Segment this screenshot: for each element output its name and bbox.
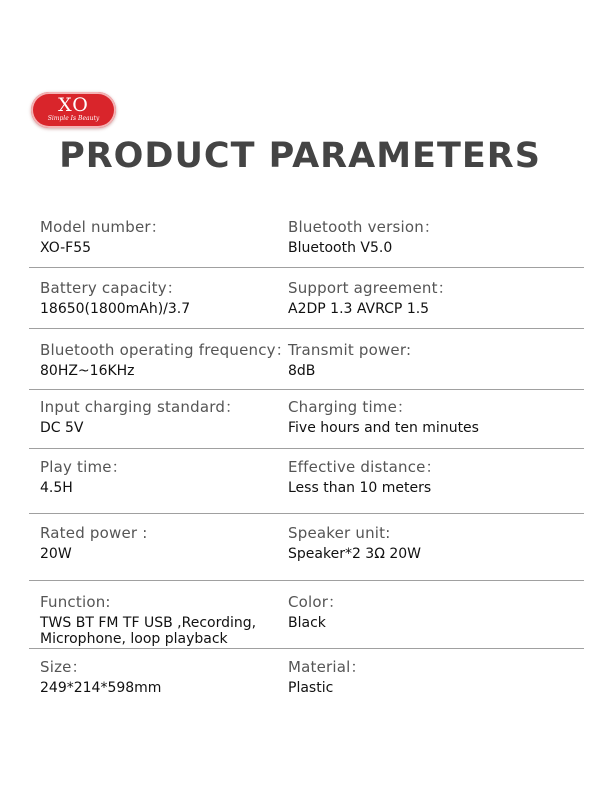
spec-value: A2DP 1.3 AVRCP 1.5 — [288, 301, 430, 317]
spec-label: Material： — [288, 658, 366, 676]
row-divider — [29, 513, 584, 514]
spec-value: 8dB — [288, 363, 316, 379]
spec-bluetooth-version — [288, 218, 578, 257]
spec-rated-power — [40, 524, 280, 563]
spec-color — [288, 593, 578, 632]
spec-battery-capacity — [40, 279, 280, 318]
spec-label: Rated power : — [40, 524, 148, 542]
spec-label: Transmit power: — [288, 341, 412, 359]
row-divider — [29, 328, 584, 329]
spec-label: Input charging standard： — [40, 398, 241, 416]
spec-input-charging — [40, 398, 280, 437]
xo-logo — [31, 92, 116, 128]
spec-label: Color： — [288, 593, 344, 611]
spec-model-number — [40, 218, 280, 257]
spec-effective-distance — [288, 458, 578, 497]
spec-value: Less than 10 meters — [288, 480, 432, 496]
spec-support-agreement — [288, 279, 578, 318]
spec-value: Black — [288, 615, 326, 631]
spec-value: 249*214*598mm — [40, 680, 162, 696]
spec-label: Play time： — [40, 458, 127, 476]
logo-tagline: Simple Is Beauty — [47, 115, 100, 122]
row-divider — [29, 389, 584, 390]
spec-label: Speaker unit: — [288, 524, 391, 542]
spec-value: Bluetooth V5.0 — [288, 240, 393, 256]
spec-label: Battery capacity： — [40, 279, 183, 297]
spec-label: Support agreement： — [288, 279, 453, 297]
spec-label: Model number： — [40, 218, 166, 236]
spec-play-time — [40, 458, 280, 497]
spec-value: DC 5V — [40, 420, 84, 436]
spec-bluetooth-frequency — [40, 341, 291, 380]
spec-charging-time — [288, 398, 578, 437]
spec-value: XO-F55 — [40, 240, 92, 256]
spec-value: TWS BT FM TF USB ,Recording, Microphone, loop playback — [40, 615, 257, 647]
spec-value: 20W — [40, 546, 72, 562]
spec-size — [40, 658, 280, 697]
spec-label: Function: — [40, 593, 111, 611]
spec-material — [288, 658, 578, 697]
spec-transmit-power — [288, 341, 578, 380]
spec-label: Bluetooth operating frequency： — [40, 341, 291, 359]
spec-label: Size： — [40, 658, 87, 676]
spec-speaker-unit — [288, 524, 578, 563]
spec-value: 18650(1800mAh)/3.7 — [40, 301, 191, 317]
spec-label: Charging time： — [288, 398, 413, 416]
spec-value: Five hours and ten minutes — [288, 420, 479, 436]
row-divider — [29, 267, 584, 268]
logo-mark: XO — [58, 94, 89, 116]
spec-value: 4.5H — [40, 480, 73, 496]
spec-label: Bluetooth version： — [288, 218, 440, 236]
row-divider — [29, 448, 584, 449]
spec-function — [40, 593, 280, 647]
spec-value: Plastic — [288, 680, 334, 696]
row-divider — [29, 580, 584, 581]
row-divider — [29, 648, 584, 649]
spec-label: Effective distance： — [288, 458, 441, 476]
spec-value: 80HZ~16KHz — [40, 363, 135, 379]
page-title: PRODUCT PARAMETERS — [59, 136, 541, 176]
spec-value: Speaker*2 3Ω 20W — [288, 546, 422, 562]
